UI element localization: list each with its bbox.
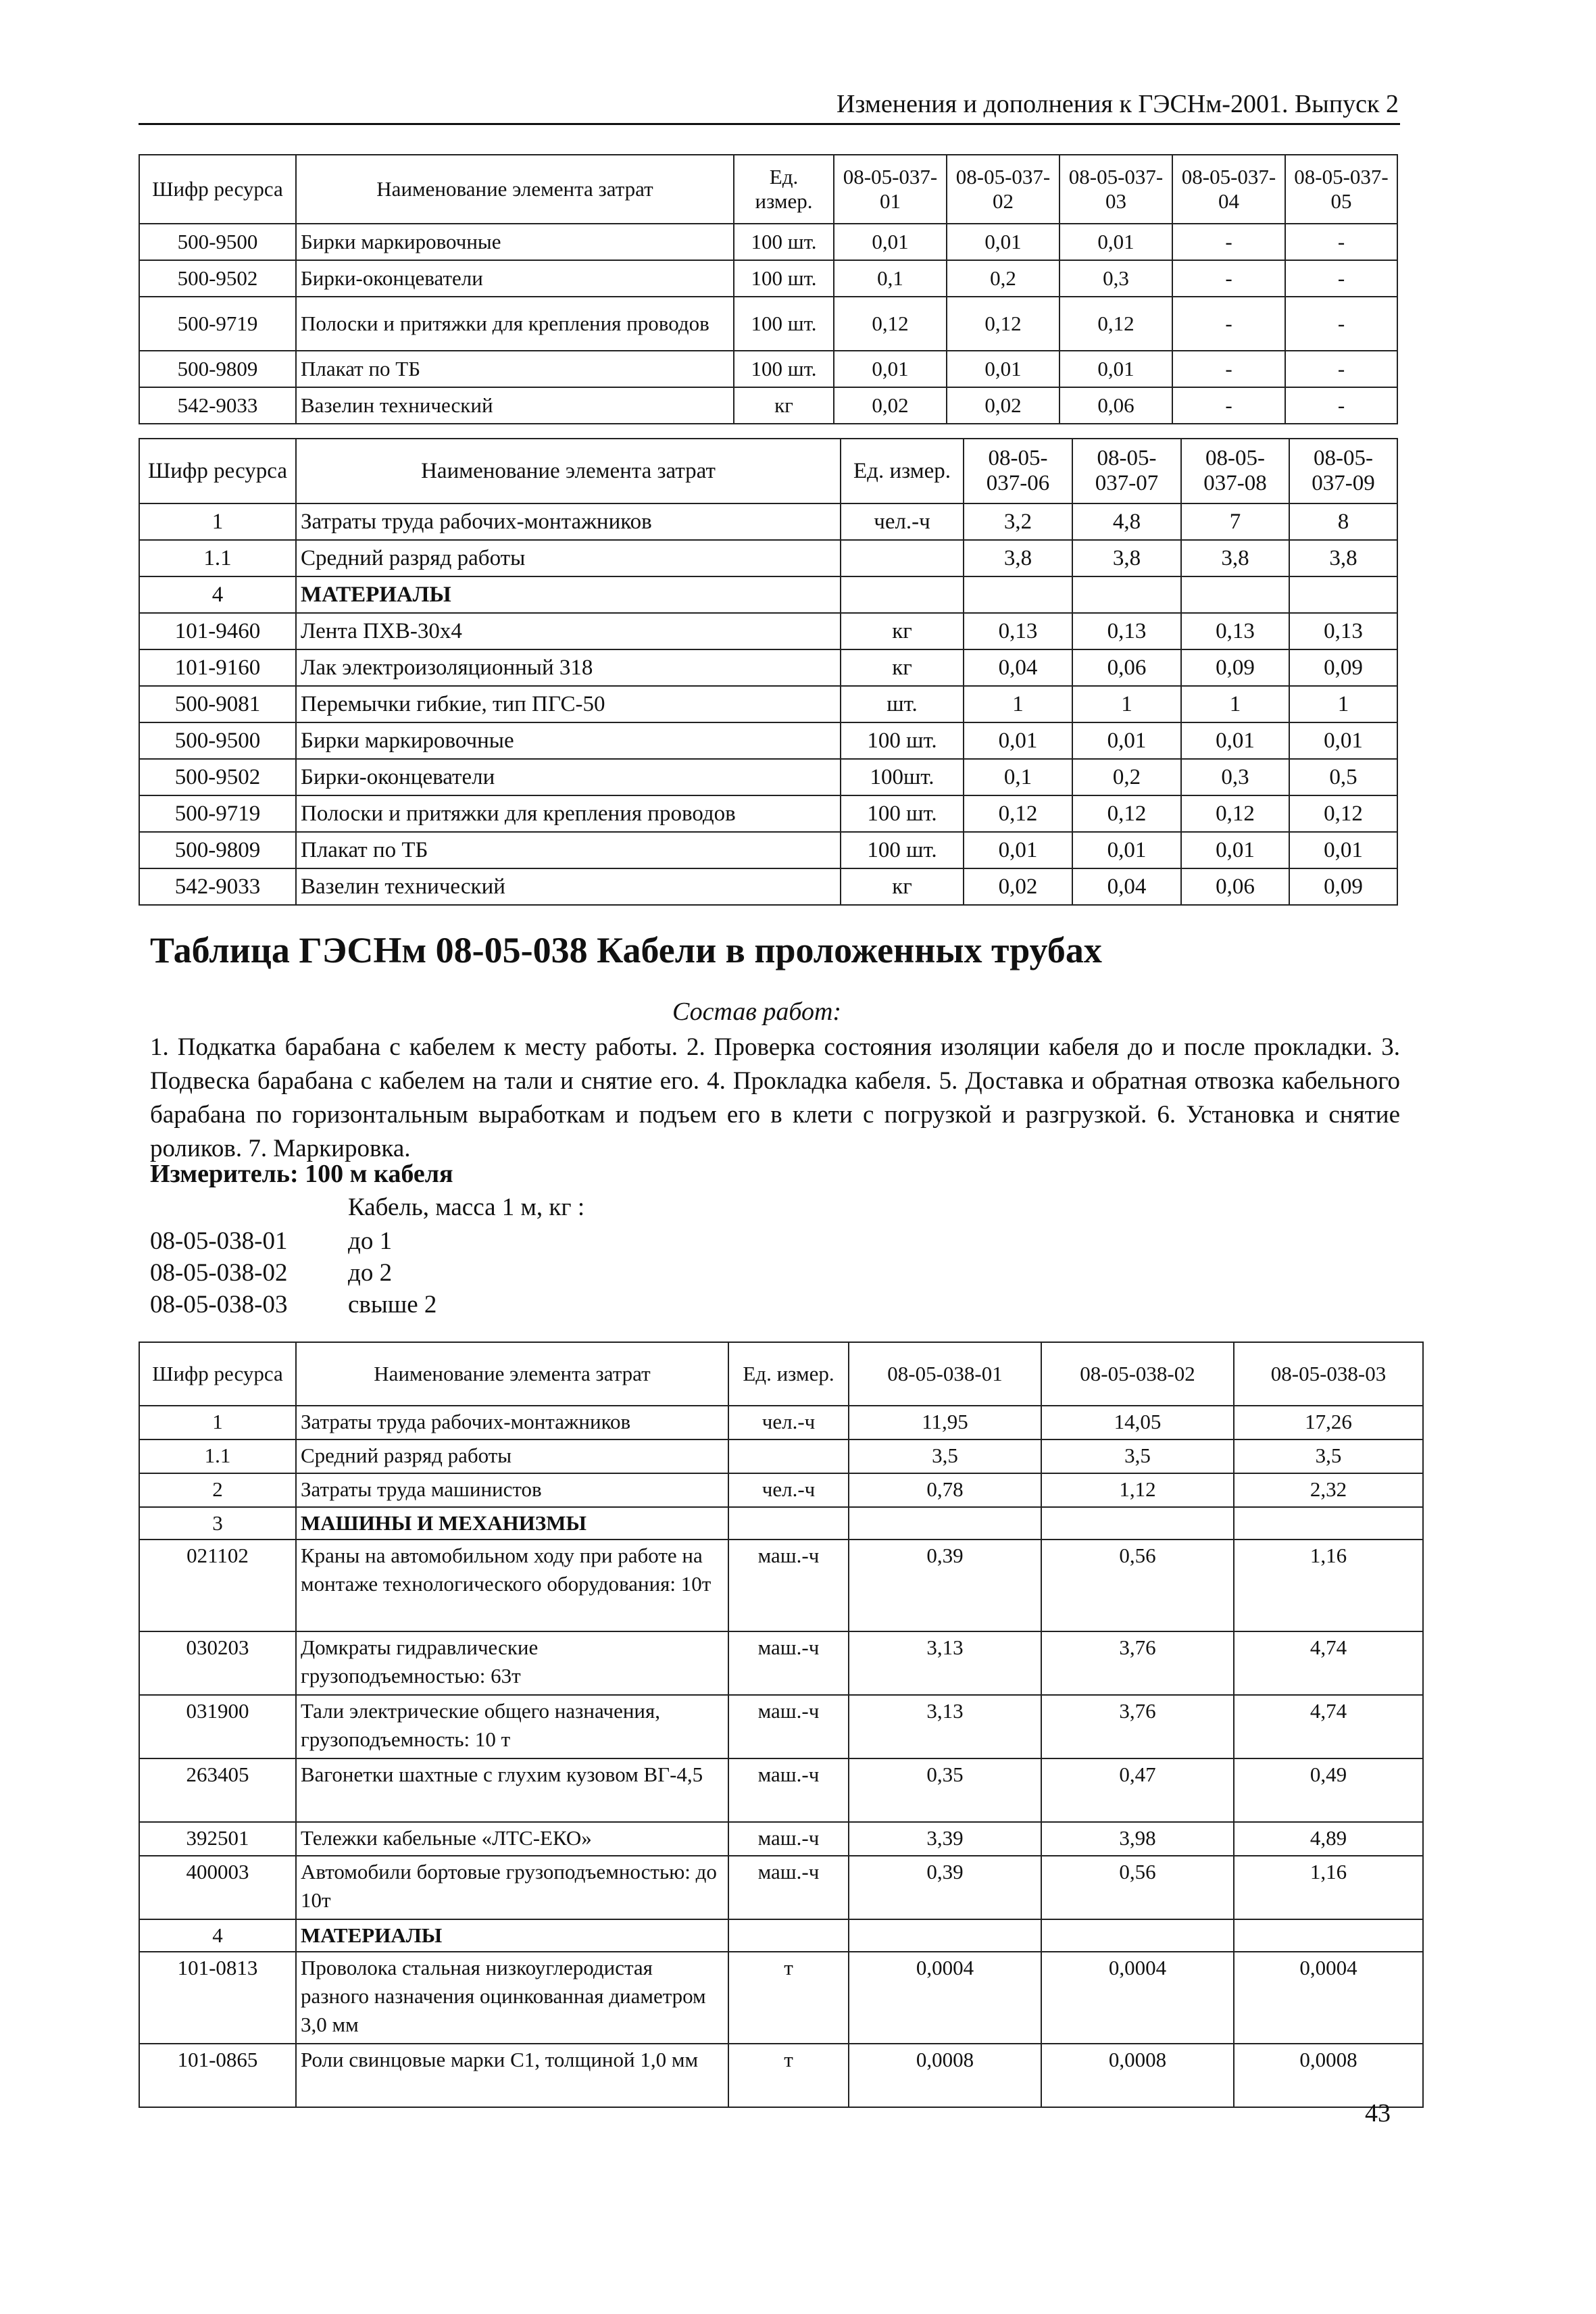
cost-item-cell: Проволока стальная низкоуглеродистая разного назначения оцинкованная диаметром 3,0 мм (296, 1952, 728, 2044)
value-cell: 1 (1072, 686, 1181, 722)
value-cell (1072, 576, 1181, 613)
value-cell: - (1285, 224, 1397, 260)
resource-code-cell: 2 (139, 1473, 296, 1507)
unit-cell: маш.-ч (728, 1822, 849, 1856)
resource-code-cell: 392501 (139, 1822, 296, 1856)
value-cell: 4,74 (1234, 1695, 1423, 1758)
cost-item-cell: Затраты труда машинистов (296, 1473, 728, 1507)
value-cell: 0,12 (834, 297, 947, 351)
unit-cell: т (728, 2044, 849, 2107)
value-cell: 11,95 (849, 1406, 1041, 1439)
cost-item-cell: Автомобили бортовые грузоподъемностью: до 10т (296, 1856, 728, 1919)
table-row (139, 1758, 1423, 1822)
value-cell: 0,01 (1072, 722, 1181, 759)
value-cell: 0,78 (849, 1473, 1041, 1507)
col-header: Шифр ресурса (139, 155, 296, 224)
resource-table-037-06-09 (139, 438, 1398, 906)
table-row (139, 503, 1397, 540)
table-row (139, 1952, 1423, 2044)
unit-cell: т (728, 1952, 849, 2044)
table-row (139, 260, 1397, 297)
table-row (139, 1631, 1423, 1695)
value-cell: 0,49 (1234, 1758, 1423, 1822)
value-cell: 0,01 (1059, 351, 1172, 387)
value-cell: 0,0008 (1041, 2044, 1234, 2107)
unit-cell: 100 шт. (734, 297, 834, 351)
unit-cell: кг (841, 649, 964, 686)
value-cell: 0,01 (834, 224, 947, 260)
value-cell: - (1172, 224, 1285, 260)
table-row (139, 795, 1397, 832)
unit-cell: маш.-ч (728, 1540, 849, 1631)
value-cell: 3,98 (1041, 1822, 1234, 1856)
value-cell: 1 (964, 686, 1072, 722)
value-cell: 0,56 (1041, 1856, 1234, 1919)
value-cell: 0,13 (964, 613, 1072, 649)
resource-table-038 (139, 1341, 1424, 2108)
value-cell: 3,8 (1072, 540, 1181, 576)
table-row (139, 649, 1397, 686)
value-cell (964, 576, 1072, 613)
table-row (139, 686, 1397, 722)
value-cell: 0,56 (1041, 1540, 1234, 1631)
cost-item-cell: Перемычки гибкие, тип ПГС-50 (296, 686, 841, 722)
table-header-row (139, 155, 1397, 224)
table-row (139, 1919, 1423, 1952)
resource-code-cell: 500-9502 (139, 759, 296, 795)
value-cell: 17,26 (1234, 1406, 1423, 1439)
col-header: 08-05-038-02 (1041, 1342, 1234, 1406)
value-cell: - (1285, 260, 1397, 297)
resource-code-cell: 030203 (139, 1631, 296, 1695)
table-row (139, 1507, 1423, 1540)
section-title: Таблица ГЭСНм 08-05-038 Кабели в проложенных трубах (150, 930, 1102, 970)
value-cell: 0,39 (849, 1540, 1041, 1631)
resource-code-cell: 542-9033 (139, 868, 296, 905)
value-cell: 0,12 (1059, 297, 1172, 351)
col-header: Ед. измер. (728, 1342, 849, 1406)
value-cell: - (1285, 351, 1397, 387)
resource-code-cell: 500-9500 (139, 224, 296, 260)
cost-item-cell: Затраты труда рабочих-монтажников (296, 1406, 728, 1439)
value-cell: 0,02 (964, 868, 1072, 905)
running-header: Изменения и дополнения к ГЭСНм-2001. Выпуск 2 (836, 90, 1399, 118)
col-header: Ед. измер. (734, 155, 834, 224)
cost-item-cell: Вазелин технический (296, 387, 734, 424)
value-cell: 3,5 (1041, 1439, 1234, 1473)
table-row (139, 1439, 1423, 1473)
value-cell: 0,01 (1059, 224, 1172, 260)
value-cell: 1 (1181, 686, 1289, 722)
value-cell: - (1172, 260, 1285, 297)
table-row (139, 297, 1397, 351)
value-cell: - (1285, 297, 1397, 351)
resource-code-cell: 500-9809 (139, 351, 296, 387)
col-header: Шифр ресурса (139, 1342, 296, 1406)
resource-code-cell: 500-9719 (139, 795, 296, 832)
cost-item-cell: Бирки маркировочные (296, 224, 734, 260)
unit-cell: маш.-ч (728, 1631, 849, 1695)
value-cell: 0,39 (849, 1856, 1041, 1919)
value-cell: 7 (1181, 503, 1289, 540)
value-cell: 0,5 (1289, 759, 1397, 795)
col-header: 08-05-037-06 (964, 439, 1072, 503)
cost-item-cell: Плакат по ТБ (296, 832, 841, 868)
value-cell: 0,09 (1289, 868, 1397, 905)
unit-cell (841, 576, 964, 613)
resource-code-cell: 3 (139, 1507, 296, 1540)
cost-item-cell: Средний разряд работы (296, 540, 841, 576)
value-cell: 0,13 (1289, 613, 1397, 649)
value-cell: 0,12 (1289, 795, 1397, 832)
resource-table-037-01-05 (139, 154, 1398, 424)
table-row (139, 351, 1397, 387)
value-cell: 3,76 (1041, 1631, 1234, 1695)
cost-item-cell: Затраты труда рабочих-монтажников (296, 503, 841, 540)
table-row (139, 722, 1397, 759)
col-header: 08-05-038-01 (849, 1342, 1041, 1406)
unit-cell: маш.-ч (728, 1856, 849, 1919)
col-header: 08-05-037-03 (1059, 155, 1172, 224)
value-cell: 8 (1289, 503, 1397, 540)
value-cell: 0,2 (947, 260, 1059, 297)
value-cell: 0,3 (1181, 759, 1289, 795)
value-cell: 3,76 (1041, 1695, 1234, 1758)
value-cell: 0,06 (1059, 387, 1172, 424)
cost-item-cell: Роли свинцовые марки С1, толщиной 1,0 мм (296, 2044, 728, 2107)
value-cell: 3,13 (849, 1695, 1041, 1758)
table-row (139, 224, 1397, 260)
value-cell: 0,2 (1072, 759, 1181, 795)
table-header-row (139, 1342, 1423, 1406)
value-cell: 0,12 (1181, 795, 1289, 832)
resource-code-cell: 400003 (139, 1856, 296, 1919)
value-cell: 0,3 (1059, 260, 1172, 297)
value-cell: 1,12 (1041, 1473, 1234, 1507)
value-cell: 0,01 (947, 224, 1059, 260)
unit-cell: маш.-ч (728, 1695, 849, 1758)
unit-cell: маш.-ч (728, 1758, 849, 1822)
value-cell: 3,2 (964, 503, 1072, 540)
value-cell: 0,04 (964, 649, 1072, 686)
value-cell (1041, 1919, 1234, 1952)
cost-item-cell: Бирки-оконцеватели (296, 260, 734, 297)
resource-code-cell: 1.1 (139, 1439, 296, 1473)
composition-text: 1. Подкатка барабана с кабелем к месту работы. 2. Проверка состояния изоляции кабеля до и после прокладки. 3. Подвеска барабана с кабелем на тали и снятие его. 4. Прокладка кабеля. 5. Доставка и обратная отвозка кабельного барабана по горизонтальным выработкам и подъем его в клети с погрузкой и разгрузкой. 6. Установка и снятие роликов. 7. Маркировка. (150, 1033, 1400, 1162)
unit-cell: шт. (841, 686, 964, 722)
value-cell: 2,32 (1234, 1473, 1423, 1507)
resource-code-cell: 542-9033 (139, 387, 296, 424)
table-row (139, 613, 1397, 649)
table-row (139, 1822, 1423, 1856)
value-cell: 0,02 (947, 387, 1059, 424)
value-cell (849, 1919, 1041, 1952)
value-cell: - (1285, 387, 1397, 424)
variant-code: 08-05-038-02 (150, 1259, 288, 1287)
value-cell: 0,09 (1181, 649, 1289, 686)
cost-item-cell: Вазелин технический (296, 868, 841, 905)
cost-item-cell: Краны на автомобильном ходу при работе на монтаже технологического оборудования: 10т (296, 1540, 728, 1631)
resource-code-cell: 4 (139, 576, 296, 613)
page-number: 43 (1365, 2099, 1391, 2127)
table-row (139, 868, 1397, 905)
resource-code-cell: 500-9500 (139, 722, 296, 759)
value-cell: 0,01 (964, 722, 1072, 759)
value-cell (1041, 1507, 1234, 1540)
composition-title: Состав работ: (672, 998, 842, 1026)
value-cell: 0,01 (947, 351, 1059, 387)
col-header: 08-05-037-04 (1172, 155, 1285, 224)
value-cell: 0,13 (1072, 613, 1181, 649)
value-cell: 0,01 (1181, 832, 1289, 868)
value-cell (1289, 576, 1397, 613)
cost-item-cell: Лента ПХВ-30х4 (296, 613, 841, 649)
value-cell: 0,0004 (1234, 1952, 1423, 2044)
cost-item-cell: Домкраты гидравлические грузоподъемностью: 63т (296, 1631, 728, 1695)
value-cell: 1,16 (1234, 1540, 1423, 1631)
variant-desc: до 2 (348, 1259, 393, 1287)
value-cell: - (1172, 387, 1285, 424)
resource-code-cell: 500-9809 (139, 832, 296, 868)
value-cell: 14,05 (1041, 1406, 1234, 1439)
resource-code-cell: 101-0813 (139, 1952, 296, 2044)
value-cell: 3,8 (1289, 540, 1397, 576)
unit-cell: кг (734, 387, 834, 424)
value-cell: 3,8 (964, 540, 1072, 576)
resource-code-cell: 500-9081 (139, 686, 296, 722)
value-cell: 0,0004 (1041, 1952, 1234, 2044)
value-cell: - (1172, 297, 1285, 351)
value-cell: 0,01 (1072, 832, 1181, 868)
cost-item-cell: Вагонетки шахтные с глухим кузовом ВГ-4,5 (296, 1758, 728, 1822)
unit-cell: 100 шт. (841, 832, 964, 868)
value-cell: 0,01 (1289, 832, 1397, 868)
cost-item-cell: МАШИНЫ И МЕХАНИЗМЫ (296, 1507, 728, 1540)
variant-code: 08-05-038-01 (150, 1227, 288, 1255)
col-header: Ед. измер. (841, 439, 964, 503)
value-cell: 0,0008 (849, 2044, 1041, 2107)
cost-item-cell: Полоски и притяжки для крепления проводов (296, 297, 734, 351)
cost-item-cell: Тали электрические общего назначения, грузоподъемность: 10 т (296, 1695, 728, 1758)
resource-code-cell: 500-9502 (139, 260, 296, 297)
resource-code-cell: 021102 (139, 1540, 296, 1631)
unit-cell: 100 шт. (841, 722, 964, 759)
value-cell: 1 (1289, 686, 1397, 722)
value-cell: 0,06 (1072, 649, 1181, 686)
cost-item-cell: МАТЕРИАЛЫ (296, 1919, 728, 1952)
table-row (139, 1695, 1423, 1758)
value-cell: 0,12 (1072, 795, 1181, 832)
col-header: 08-05-037-07 (1072, 439, 1181, 503)
col-header: Наименование элемента затрат (296, 439, 841, 503)
unit-cell: чел.-ч (841, 503, 964, 540)
col-header: 08-05-037-08 (1181, 439, 1289, 503)
value-cell (1181, 576, 1289, 613)
resource-code-cell: 101-9460 (139, 613, 296, 649)
cable-note: Кабель, масса 1 м, кг : (348, 1193, 585, 1221)
variant-desc: свыше 2 (348, 1291, 437, 1319)
value-cell: 0,35 (849, 1758, 1041, 1822)
col-header: Наименование элемента затрат (296, 155, 734, 224)
table-header-row (139, 439, 1397, 503)
value-cell: 0,1 (964, 759, 1072, 795)
table-row (139, 540, 1397, 576)
unit-cell (728, 1439, 849, 1473)
unit-cell: 100 шт. (734, 224, 834, 260)
resource-code-cell: 1.1 (139, 540, 296, 576)
value-cell: 0,09 (1289, 649, 1397, 686)
value-cell: 0,1 (834, 260, 947, 297)
cost-item-cell: Бирки маркировочные (296, 722, 841, 759)
resource-code-cell: 101-9160 (139, 649, 296, 686)
measure-unit: Измеритель: 100 м кабеля (150, 1160, 453, 1188)
value-cell: 3,13 (849, 1631, 1041, 1695)
cost-item-cell: Бирки-оконцеватели (296, 759, 841, 795)
table-row (139, 387, 1397, 424)
unit-cell: кг (841, 613, 964, 649)
value-cell: 4,89 (1234, 1822, 1423, 1856)
resource-code-cell: 4 (139, 1919, 296, 1952)
value-cell: 3,5 (849, 1439, 1041, 1473)
cost-item-cell: Тележки кабельные «ЛТС-ЕКО» (296, 1822, 728, 1856)
value-cell: 0,12 (947, 297, 1059, 351)
value-cell: 0,06 (1181, 868, 1289, 905)
value-cell: 0,01 (964, 832, 1072, 868)
col-header: 08-05-037-05 (1285, 155, 1397, 224)
col-header: 08-05-037-02 (947, 155, 1059, 224)
value-cell: 0,0004 (849, 1952, 1041, 2044)
value-cell: 0,01 (834, 351, 947, 387)
resource-code-cell: 101-0865 (139, 2044, 296, 2107)
value-cell: 0,01 (1289, 722, 1397, 759)
unit-cell (728, 1507, 849, 1540)
cost-item-cell: МАТЕРИАЛЫ (296, 576, 841, 613)
unit-cell: чел.-ч (728, 1473, 849, 1507)
unit-cell: 100 шт. (734, 260, 834, 297)
value-cell (1234, 1919, 1423, 1952)
cost-item-cell: Лак электроизоляционный 318 (296, 649, 841, 686)
table-row (139, 759, 1397, 795)
col-header: 08-05-037-01 (834, 155, 947, 224)
cost-item-cell: Плакат по ТБ (296, 351, 734, 387)
table-row (139, 1540, 1423, 1631)
value-cell: 0,04 (1072, 868, 1181, 905)
value-cell: 0,47 (1041, 1758, 1234, 1822)
table-row (139, 1406, 1423, 1439)
table-row (139, 1473, 1423, 1507)
resource-code-cell: 263405 (139, 1758, 296, 1822)
resource-code-cell: 1 (139, 503, 296, 540)
unit-cell: 100 шт. (841, 795, 964, 832)
value-cell: 3,5 (1234, 1439, 1423, 1473)
value-cell: - (1172, 351, 1285, 387)
value-cell: 4,74 (1234, 1631, 1423, 1695)
variant-code: 08-05-038-03 (150, 1291, 288, 1319)
value-cell: 1,16 (1234, 1856, 1423, 1919)
value-cell (849, 1507, 1041, 1540)
col-header: Наименование элемента затрат (296, 1342, 728, 1406)
cost-item-cell: Средний разряд работы (296, 1439, 728, 1473)
value-cell: 0,12 (964, 795, 1072, 832)
value-cell: 3,39 (849, 1822, 1041, 1856)
unit-cell: 100шт. (841, 759, 964, 795)
value-cell: 0,13 (1181, 613, 1289, 649)
col-header: 08-05-037-09 (1289, 439, 1397, 503)
value-cell: 0,0008 (1234, 2044, 1423, 2107)
cost-item-cell: Полоски и притяжки для крепления проводов (296, 795, 841, 832)
unit-cell (841, 540, 964, 576)
table-row (139, 576, 1397, 613)
resource-code-cell: 031900 (139, 1695, 296, 1758)
col-header: 08-05-038-03 (1234, 1342, 1423, 1406)
unit-cell: чел.-ч (728, 1406, 849, 1439)
table-row (139, 832, 1397, 868)
variant-desc: до 1 (348, 1227, 393, 1255)
table-row (139, 2044, 1423, 2107)
unit-cell: 100 шт. (734, 351, 834, 387)
table-row (139, 1856, 1423, 1919)
col-header: Шифр ресурса (139, 439, 296, 503)
resource-code-cell: 1 (139, 1406, 296, 1439)
value-cell: 3,8 (1181, 540, 1289, 576)
value-cell: 4,8 (1072, 503, 1181, 540)
unit-cell: кг (841, 868, 964, 905)
resource-code-cell: 500-9719 (139, 297, 296, 351)
value-cell (1234, 1507, 1423, 1540)
value-cell: 0,02 (834, 387, 947, 424)
value-cell: 0,01 (1181, 722, 1289, 759)
header-rule (139, 123, 1400, 125)
unit-cell (728, 1919, 849, 1952)
